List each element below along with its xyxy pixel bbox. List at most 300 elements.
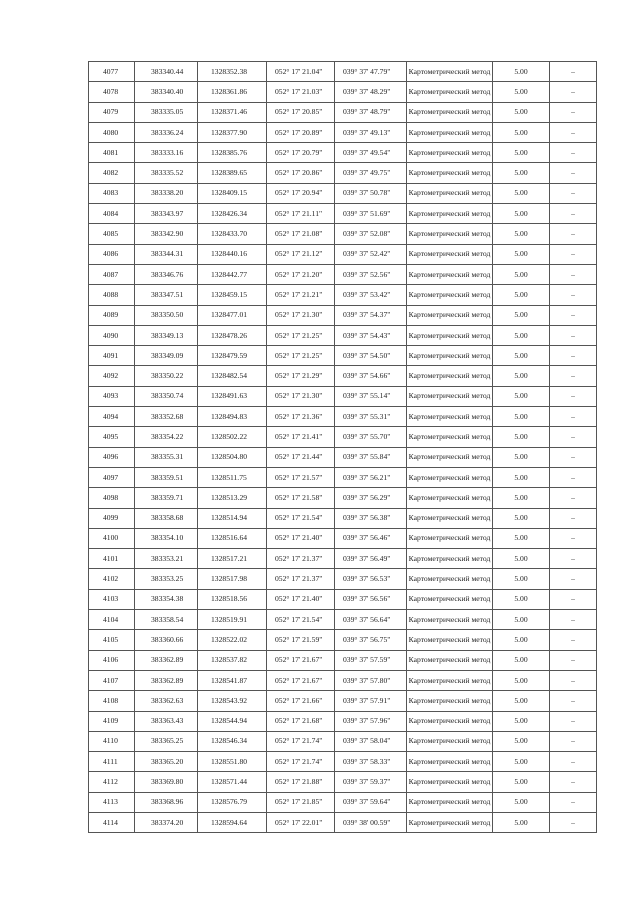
dash-cell: –	[550, 670, 597, 690]
point-number-cell: 4078	[89, 82, 135, 102]
table-row	[89, 549, 597, 569]
method-cell: Картометрический метод	[407, 650, 493, 670]
table-row	[89, 772, 597, 792]
latitude-cell: 052° 17' 21.04"	[267, 62, 335, 82]
y-coordinate-cell: 1328371.46	[198, 102, 267, 122]
y-coordinate-cell: 1328522.02	[198, 630, 267, 650]
point-number-cell: 4111	[89, 752, 135, 772]
x-coordinate-cell: 383333.16	[135, 143, 198, 163]
table-row	[89, 427, 597, 447]
method-cell: Картометрический метод	[407, 610, 493, 630]
point-number-cell: 4083	[89, 183, 135, 203]
y-coordinate-cell: 1328491.63	[198, 386, 267, 406]
table-row	[89, 183, 597, 203]
longitude-cell: 039° 37' 56.21"	[335, 467, 407, 487]
precision-cell: 5.00	[493, 163, 550, 183]
table-row	[89, 62, 597, 82]
method-cell: Картометрический метод	[407, 711, 493, 731]
y-coordinate-cell: 1328571.44	[198, 772, 267, 792]
point-number-cell: 4103	[89, 589, 135, 609]
method-cell: Картометрический метод	[407, 772, 493, 792]
table-row	[89, 589, 597, 609]
method-cell: Картометрический метод	[407, 427, 493, 447]
precision-cell: 5.00	[493, 488, 550, 508]
dash-cell: –	[550, 569, 597, 589]
longitude-cell: 039° 37' 54.43"	[335, 325, 407, 345]
precision-cell: 5.00	[493, 264, 550, 284]
table-row	[89, 508, 597, 528]
method-cell: Картометрический метод	[407, 447, 493, 467]
x-coordinate-cell: 383374.20	[135, 812, 198, 832]
longitude-cell: 039° 37' 55.14"	[335, 386, 407, 406]
x-coordinate-cell: 383353.25	[135, 569, 198, 589]
x-coordinate-cell: 383369.80	[135, 772, 198, 792]
precision-cell: 5.00	[493, 792, 550, 812]
dash-cell: –	[550, 792, 597, 812]
longitude-cell: 039° 37' 54.50"	[335, 346, 407, 366]
point-number-cell: 4081	[89, 143, 135, 163]
y-coordinate-cell: 1328544.94	[198, 711, 267, 731]
dash-cell: –	[550, 122, 597, 142]
longitude-cell: 039° 37' 57.96"	[335, 711, 407, 731]
y-coordinate-cell: 1328426.34	[198, 204, 267, 224]
dash-cell: –	[550, 285, 597, 305]
latitude-cell: 052° 17' 21.41"	[267, 427, 335, 447]
y-coordinate-cell: 1328377.90	[198, 122, 267, 142]
table-row	[89, 244, 597, 264]
point-number-cell: 4100	[89, 528, 135, 548]
table-row	[89, 204, 597, 224]
x-coordinate-cell: 383347.51	[135, 285, 198, 305]
x-coordinate-cell: 383365.25	[135, 731, 198, 751]
precision-cell: 5.00	[493, 467, 550, 487]
y-coordinate-cell: 1328513.29	[198, 488, 267, 508]
longitude-cell: 039° 37' 52.42"	[335, 244, 407, 264]
longitude-cell: 039° 37' 55.84"	[335, 447, 407, 467]
precision-cell: 5.00	[493, 549, 550, 569]
table-row	[89, 528, 597, 548]
y-coordinate-cell: 1328517.21	[198, 549, 267, 569]
method-cell: Картометрический метод	[407, 549, 493, 569]
dash-cell: –	[550, 610, 597, 630]
y-coordinate-cell: 1328541.87	[198, 670, 267, 690]
x-coordinate-cell: 383350.50	[135, 305, 198, 325]
dash-cell: –	[550, 183, 597, 203]
precision-cell: 5.00	[493, 650, 550, 670]
y-coordinate-cell: 1328442.77	[198, 264, 267, 284]
precision-cell: 5.00	[493, 772, 550, 792]
dash-cell: –	[550, 488, 597, 508]
latitude-cell: 052° 17' 21.40"	[267, 528, 335, 548]
point-number-cell: 4092	[89, 366, 135, 386]
longitude-cell: 039° 37' 56.56"	[335, 589, 407, 609]
y-coordinate-cell: 1328478.26	[198, 325, 267, 345]
longitude-cell: 039° 37' 48.29"	[335, 82, 407, 102]
latitude-cell: 052° 17' 20.85"	[267, 102, 335, 122]
y-coordinate-cell: 1328389.65	[198, 163, 267, 183]
point-number-cell: 4112	[89, 772, 135, 792]
dash-cell: –	[550, 224, 597, 244]
x-coordinate-cell: 383362.89	[135, 670, 198, 690]
longitude-cell: 039° 37' 56.49"	[335, 549, 407, 569]
x-coordinate-cell: 383354.38	[135, 589, 198, 609]
point-number-cell: 4086	[89, 244, 135, 264]
method-cell: Картометрический метод	[407, 386, 493, 406]
table-row	[89, 305, 597, 325]
y-coordinate-cell: 1328477.01	[198, 305, 267, 325]
precision-cell: 5.00	[493, 204, 550, 224]
x-coordinate-cell: 383340.44	[135, 62, 198, 82]
longitude-cell: 039° 37' 52.56"	[335, 264, 407, 284]
method-cell: Картометрический метод	[407, 366, 493, 386]
x-coordinate-cell: 383335.52	[135, 163, 198, 183]
y-coordinate-cell: 1328361.86	[198, 82, 267, 102]
dash-cell: –	[550, 386, 597, 406]
x-coordinate-cell: 383368.96	[135, 792, 198, 812]
y-coordinate-cell: 1328537.82	[198, 650, 267, 670]
latitude-cell: 052° 17' 21.40"	[267, 589, 335, 609]
x-coordinate-cell: 383359.51	[135, 467, 198, 487]
point-number-cell: 4104	[89, 610, 135, 630]
point-number-cell: 4101	[89, 549, 135, 569]
precision-cell: 5.00	[493, 244, 550, 264]
precision-cell: 5.00	[493, 82, 550, 102]
method-cell: Картометрический метод	[407, 305, 493, 325]
longitude-cell: 039° 37' 55.31"	[335, 407, 407, 427]
y-coordinate-cell: 1328459.15	[198, 285, 267, 305]
dash-cell: –	[550, 812, 597, 832]
point-number-cell: 4077	[89, 62, 135, 82]
method-cell: Картометрический метод	[407, 244, 493, 264]
latitude-cell: 052° 17' 21.20"	[267, 264, 335, 284]
method-cell: Картометрический метод	[407, 82, 493, 102]
longitude-cell: 039° 37' 47.79"	[335, 62, 407, 82]
dash-cell: –	[550, 650, 597, 670]
y-coordinate-cell: 1328519.91	[198, 610, 267, 630]
dash-cell: –	[550, 549, 597, 569]
x-coordinate-cell: 383355.31	[135, 447, 198, 467]
latitude-cell: 052° 17' 21.44"	[267, 447, 335, 467]
latitude-cell: 052° 17' 21.67"	[267, 650, 335, 670]
dash-cell: –	[550, 264, 597, 284]
precision-cell: 5.00	[493, 346, 550, 366]
x-coordinate-cell: 383362.63	[135, 691, 198, 711]
longitude-cell: 039° 37' 56.46"	[335, 528, 407, 548]
table-row	[89, 163, 597, 183]
table-row	[89, 711, 597, 731]
latitude-cell: 052° 17' 21.66"	[267, 691, 335, 711]
dash-cell: –	[550, 508, 597, 528]
precision-cell: 5.00	[493, 528, 550, 548]
y-coordinate-cell: 1328543.92	[198, 691, 267, 711]
point-number-cell: 4099	[89, 508, 135, 528]
x-coordinate-cell: 383344.31	[135, 244, 198, 264]
precision-cell: 5.00	[493, 122, 550, 142]
longitude-cell: 039° 37' 56.53"	[335, 569, 407, 589]
precision-cell: 5.00	[493, 62, 550, 82]
precision-cell: 5.00	[493, 589, 550, 609]
method-cell: Картометрический метод	[407, 143, 493, 163]
method-cell: Картометрический метод	[407, 62, 493, 82]
y-coordinate-cell: 1328514.94	[198, 508, 267, 528]
longitude-cell: 039° 37' 49.54"	[335, 143, 407, 163]
latitude-cell: 052° 17' 21.25"	[267, 346, 335, 366]
longitude-cell: 039° 37' 58.33"	[335, 752, 407, 772]
method-cell: Картометрический метод	[407, 264, 493, 284]
x-coordinate-cell: 383354.10	[135, 528, 198, 548]
point-number-cell: 4087	[89, 264, 135, 284]
latitude-cell: 052° 17' 20.89"	[267, 122, 335, 142]
longitude-cell: 039° 37' 54.37"	[335, 305, 407, 325]
x-coordinate-cell: 383346.76	[135, 264, 198, 284]
table-row	[89, 670, 597, 690]
latitude-cell: 052° 17' 21.54"	[267, 610, 335, 630]
dash-cell: –	[550, 204, 597, 224]
latitude-cell: 052° 17' 21.37"	[267, 549, 335, 569]
method-cell: Картометрический метод	[407, 508, 493, 528]
latitude-cell: 052° 17' 21.54"	[267, 508, 335, 528]
table-row	[89, 569, 597, 589]
table-row	[89, 122, 597, 142]
x-coordinate-cell: 383349.13	[135, 325, 198, 345]
dash-cell: –	[550, 711, 597, 731]
latitude-cell: 052° 17' 21.21"	[267, 285, 335, 305]
x-coordinate-cell: 383353.21	[135, 549, 198, 569]
method-cell: Картометрический метод	[407, 122, 493, 142]
latitude-cell: 052° 17' 21.30"	[267, 386, 335, 406]
method-cell: Картометрический метод	[407, 731, 493, 751]
method-cell: Картометрический метод	[407, 812, 493, 832]
y-coordinate-cell: 1328479.59	[198, 346, 267, 366]
longitude-cell: 039° 37' 53.42"	[335, 285, 407, 305]
dash-cell: –	[550, 447, 597, 467]
y-coordinate-cell: 1328502.22	[198, 427, 267, 447]
method-cell: Картометрический метод	[407, 792, 493, 812]
point-number-cell: 4109	[89, 711, 135, 731]
x-coordinate-cell: 383354.22	[135, 427, 198, 447]
latitude-cell: 052° 17' 21.59"	[267, 630, 335, 650]
dash-cell: –	[550, 366, 597, 386]
latitude-cell: 052° 17' 21.57"	[267, 467, 335, 487]
point-number-cell: 4113	[89, 792, 135, 812]
precision-cell: 5.00	[493, 630, 550, 650]
latitude-cell: 052° 17' 21.37"	[267, 569, 335, 589]
x-coordinate-cell: 383358.54	[135, 610, 198, 630]
y-coordinate-cell: 1328409.15	[198, 183, 267, 203]
point-number-cell: 4098	[89, 488, 135, 508]
y-coordinate-cell: 1328494.83	[198, 407, 267, 427]
latitude-cell: 052° 17' 21.67"	[267, 670, 335, 690]
precision-cell: 5.00	[493, 610, 550, 630]
method-cell: Картометрический метод	[407, 528, 493, 548]
method-cell: Картометрический метод	[407, 102, 493, 122]
method-cell: Картометрический метод	[407, 630, 493, 650]
precision-cell: 5.00	[493, 447, 550, 467]
longitude-cell: 039° 37' 57.91"	[335, 691, 407, 711]
point-number-cell: 4095	[89, 427, 135, 447]
point-number-cell: 4089	[89, 305, 135, 325]
precision-cell: 5.00	[493, 731, 550, 751]
longitude-cell: 039° 37' 54.66"	[335, 366, 407, 386]
method-cell: Картометрический метод	[407, 325, 493, 345]
longitude-cell: 039° 37' 57.80"	[335, 670, 407, 690]
table-body	[89, 62, 597, 833]
latitude-cell: 052° 17' 21.74"	[267, 731, 335, 751]
latitude-cell: 052° 17' 21.11"	[267, 204, 335, 224]
table-row	[89, 407, 597, 427]
precision-cell: 5.00	[493, 325, 550, 345]
precision-cell: 5.00	[493, 691, 550, 711]
point-number-cell: 4110	[89, 731, 135, 751]
method-cell: Картометрический метод	[407, 752, 493, 772]
dash-cell: –	[550, 528, 597, 548]
latitude-cell: 052° 17' 20.79"	[267, 143, 335, 163]
precision-cell: 5.00	[493, 305, 550, 325]
table-row	[89, 447, 597, 467]
x-coordinate-cell: 383335.05	[135, 102, 198, 122]
table-row	[89, 752, 597, 772]
table-row	[89, 467, 597, 487]
table-row	[89, 731, 597, 751]
latitude-cell: 052° 17' 20.94"	[267, 183, 335, 203]
latitude-cell: 052° 17' 21.12"	[267, 244, 335, 264]
table-row	[89, 366, 597, 386]
dash-cell: –	[550, 325, 597, 345]
table-row	[89, 346, 597, 366]
table-row	[89, 812, 597, 832]
y-coordinate-cell: 1328551.80	[198, 752, 267, 772]
latitude-cell: 052° 17' 21.58"	[267, 488, 335, 508]
method-cell: Картометрический метод	[407, 285, 493, 305]
longitude-cell: 039° 37' 58.04"	[335, 731, 407, 751]
dash-cell: –	[550, 407, 597, 427]
x-coordinate-cell: 383359.71	[135, 488, 198, 508]
latitude-cell: 052° 17' 21.68"	[267, 711, 335, 731]
table-row	[89, 325, 597, 345]
x-coordinate-cell: 383352.68	[135, 407, 198, 427]
dash-cell: –	[550, 427, 597, 447]
longitude-cell: 039° 37' 56.75"	[335, 630, 407, 650]
y-coordinate-cell: 1328518.56	[198, 589, 267, 609]
precision-cell: 5.00	[493, 711, 550, 731]
precision-cell: 5.00	[493, 224, 550, 244]
x-coordinate-cell: 383336.24	[135, 122, 198, 142]
y-coordinate-cell: 1328517.98	[198, 569, 267, 589]
dash-cell: –	[550, 62, 597, 82]
point-number-cell: 4114	[89, 812, 135, 832]
y-coordinate-cell: 1328546.34	[198, 731, 267, 751]
point-number-cell: 4108	[89, 691, 135, 711]
dash-cell: –	[550, 305, 597, 325]
point-number-cell: 4084	[89, 204, 135, 224]
method-cell: Картометрический метод	[407, 224, 493, 244]
method-cell: Картометрический метод	[407, 569, 493, 589]
table-row	[89, 102, 597, 122]
precision-cell: 5.00	[493, 427, 550, 447]
longitude-cell: 039° 37' 59.64"	[335, 792, 407, 812]
x-coordinate-cell: 383342.90	[135, 224, 198, 244]
latitude-cell: 052° 17' 22.01"	[267, 812, 335, 832]
precision-cell: 5.00	[493, 670, 550, 690]
table-row	[89, 792, 597, 812]
x-coordinate-cell: 383363.43	[135, 711, 198, 731]
method-cell: Картометрический метод	[407, 467, 493, 487]
dash-cell: –	[550, 752, 597, 772]
method-cell: Картометрический метод	[407, 407, 493, 427]
point-number-cell: 4091	[89, 346, 135, 366]
method-cell: Картометрический метод	[407, 589, 493, 609]
longitude-cell: 039° 37' 49.75"	[335, 163, 407, 183]
longitude-cell: 039° 37' 56.38"	[335, 508, 407, 528]
precision-cell: 5.00	[493, 183, 550, 203]
precision-cell: 5.00	[493, 143, 550, 163]
x-coordinate-cell: 383358.68	[135, 508, 198, 528]
table-row	[89, 630, 597, 650]
point-number-cell: 4106	[89, 650, 135, 670]
longitude-cell: 039° 37' 52.08"	[335, 224, 407, 244]
method-cell: Картометрический метод	[407, 346, 493, 366]
y-coordinate-cell: 1328433.70	[198, 224, 267, 244]
y-coordinate-cell: 1328594.64	[198, 812, 267, 832]
point-number-cell: 4093	[89, 386, 135, 406]
x-coordinate-cell: 383349.09	[135, 346, 198, 366]
longitude-cell: 039° 37' 56.64"	[335, 610, 407, 630]
x-coordinate-cell: 383365.20	[135, 752, 198, 772]
latitude-cell: 052° 17' 21.25"	[267, 325, 335, 345]
dash-cell: –	[550, 244, 597, 264]
latitude-cell: 052° 17' 21.36"	[267, 407, 335, 427]
dash-cell: –	[550, 346, 597, 366]
longitude-cell: 039° 37' 49.13"	[335, 122, 407, 142]
y-coordinate-cell: 1328385.76	[198, 143, 267, 163]
point-number-cell: 4107	[89, 670, 135, 690]
dash-cell: –	[550, 143, 597, 163]
precision-cell: 5.00	[493, 407, 550, 427]
latitude-cell: 052° 17' 21.03"	[267, 82, 335, 102]
method-cell: Картометрический метод	[407, 183, 493, 203]
x-coordinate-cell: 383350.74	[135, 386, 198, 406]
point-number-cell: 4096	[89, 447, 135, 467]
longitude-cell: 039° 38' 00.59"	[335, 812, 407, 832]
longitude-cell: 039° 37' 56.29"	[335, 488, 407, 508]
dash-cell: –	[550, 102, 597, 122]
table-row	[89, 143, 597, 163]
precision-cell: 5.00	[493, 508, 550, 528]
dash-cell: –	[550, 467, 597, 487]
dash-cell: –	[550, 731, 597, 751]
point-number-cell: 4097	[89, 467, 135, 487]
coordinates-table	[88, 61, 597, 833]
point-number-cell: 4082	[89, 163, 135, 183]
latitude-cell: 052° 17' 21.08"	[267, 224, 335, 244]
x-coordinate-cell: 383362.89	[135, 650, 198, 670]
table-row	[89, 82, 597, 102]
y-coordinate-cell: 1328511.75	[198, 467, 267, 487]
longitude-cell: 039° 37' 55.70"	[335, 427, 407, 447]
precision-cell: 5.00	[493, 386, 550, 406]
latitude-cell: 052° 17' 21.85"	[267, 792, 335, 812]
point-number-cell: 4079	[89, 102, 135, 122]
latitude-cell: 052° 17' 21.88"	[267, 772, 335, 792]
dash-cell: –	[550, 163, 597, 183]
table-row	[89, 264, 597, 284]
precision-cell: 5.00	[493, 102, 550, 122]
longitude-cell: 039° 37' 51.69"	[335, 204, 407, 224]
dash-cell: –	[550, 82, 597, 102]
x-coordinate-cell: 383343.97	[135, 204, 198, 224]
precision-cell: 5.00	[493, 285, 550, 305]
latitude-cell: 052° 17' 20.86"	[267, 163, 335, 183]
